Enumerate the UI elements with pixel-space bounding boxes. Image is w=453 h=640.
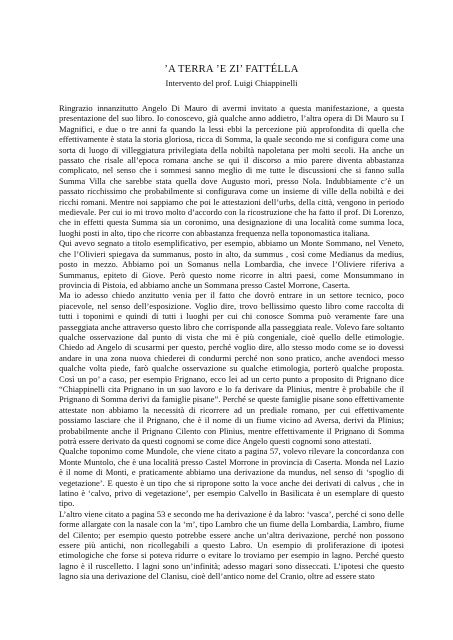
document-subtitle: Intervento del prof. Luigi Chiappinelli — [165, 78, 298, 88]
document-body — [59, 103, 404, 582]
paragraph: Qui avevo segnato a titolo esemplificativo, per esempio, abbiamo un Monte Sommano, nel Veneto, che l’Olivieri spiegava da summanus, posto in alto, da summus , così come Medianus da medius, posto in mezzo. Abbiamo poi un Somanus nella Lombardia, che invece l’Oliviere riferiva a Summanus, epiteto di Giove. Però questo nome ricorre in altri paesi, come Monsummano in provincia di Pistoia, ed abbiamo anche un Sommana presso Castel Morrone, Caserta. — [59, 238, 404, 290]
paragraph: Ringrazio innanzitutto Angelo Di Mauro di avermi invitato a questa manifestazione, a questa presentazione del suo libro. Io conoscevo, già qualche anno addietro, l’altra opera di Di Mauro su I Magnifici, e due o tre anni fa quando la lessi ebbi la percezione più approfondita di quella che effettivamente è stata la storia gloriosa, ricca di Somma, la quale secondo me si configura come una sorta di luogo di villeggiatura privilegiata della nobiltà napoletana per molti secoli. Ha anche un passato che risale all’epoca romana anche se qui il discorso a mio parere diventa abbastanza complicato, nel senso che i sommesi sanno meglio di me tutte le discussioni che si fanno sulla Summa Villa che sarebbe stata quella dove Augusto morì, presso Nola. Indubbiamente c’è un passato ricchissimo che probabilmente si configurava come un insieme di ville della nobiltà e dei ricchi romani. Mentre noi sappiamo che poi le attestazioni dell’urbs, della città, vengono in periodo medievale. Per cui io mi trovo molto d’accordo con la ricostruzione che ha fatto il prof. Di Lorenzo, che in effetti questa Summa sia un coronimo, una designazione di una località come summa loca, luoghi posti in alto, tipo che ricorre con abbastanza frequenza nella toponomastica italiana. — [59, 103, 404, 238]
paragraph: Ma io adesso chiedo anzitutto venia per il fatto che dovrò entrare in un settore tecnico, poco piacevole, nel senso dell’esposizione. Voglio dire, trovo bellissimo questo libro come raccolta di tutti i toponimi e quindi di tutti i luoghi per cui chi conosce Somma può veramente fare una passeggiata anche attraverso questo libro che corrisponde alla passeggiata reale. Volevo fare soltanto qualche osservazione dal punto di vista che mi è più congeniale, cioè quello delle etimologie. Chiedo ad Angelo di scusarmi per questo, perché voglio dire, allo stesso modo come se io dovessi andare in una zona nuova chiederei di condurmi perché non sono pratico, anche avendoci messo qualche volta piede, farò qualche osservazione su qualche etimologia, porterò qualche proposta. Così un po’ a caso, per esempio Frignano, ecco lei ad un certo punto a proposito di Prignano dice “Chiappinelli cita Prignano in un suo lavoro e lo fa derivare da Plinius, mentre è probabile che il Prignano di Somma derivi da famiglie pisane”. Perché se queste famiglie pisane sono effettivamente attestate non abbiamo la necessità di ricorrere ad un prediale romano, per cui effettivamente possiamo lasciare che il Prignano, che è il nome di un fiume vicino ad Aversa, derivi da Plinius; probabilmente anche il Prignano Cilento con Plinius, mentre effettivamente il Prignano di Somma potrà essere derivato da questi cognomi se come dice Angelo questi cognomi sono attestati. — [59, 290, 404, 446]
paragraph: Qualche toponimo come Mundole, che viene citato a pagina 57, volevo rilevare la concordanza con Monte Muntolo, che è una località presso Castel Morrone in provincia di Caserta. Monda nel Lazio è il nome di Monti, e praticamente abbiamo una derivazione da mundus, nel senso di ‘spoglio di vegetazione’. E questo è un tipo che si ripropone sotto la voce anche dei derivati di calvus , che in latino è ‘calvo, privo di vegetazione’, per esempio Calvello in Basilicata è un esemplare di questo tipo. — [59, 446, 404, 509]
paragraph: L’altro viene citato a pagina 53 e secondo me ha derivazione è da labro: ‘vasca’, perché ci sono delle forme allargate con la nasale con la ‘m’, tipo Lambro che un fiume della Lombardia, Lambro, fiume del Cilento; per esempio questo potrebbe essere anche un’altra derivazione, perché non possono essere più antichi, non ricollegabili a questo Labro. Un esempio di proliferazione di ipotesi etimologiche che forse si poteva ridurre o evitare lo troviamo per esempio in lagno. Perché questo lagno è il ruscelletto. I lagni sono un’infinità; adesso magari sono disseccati. L’ipotesi che questo lagno sia una derivazione del Clanisu, cioè dell’antico nome del Cranio, oltre ad essere stato — [59, 508, 404, 582]
document-title: ’A TERRA ’E ZI’ FATTÉLLA — [164, 64, 299, 75]
